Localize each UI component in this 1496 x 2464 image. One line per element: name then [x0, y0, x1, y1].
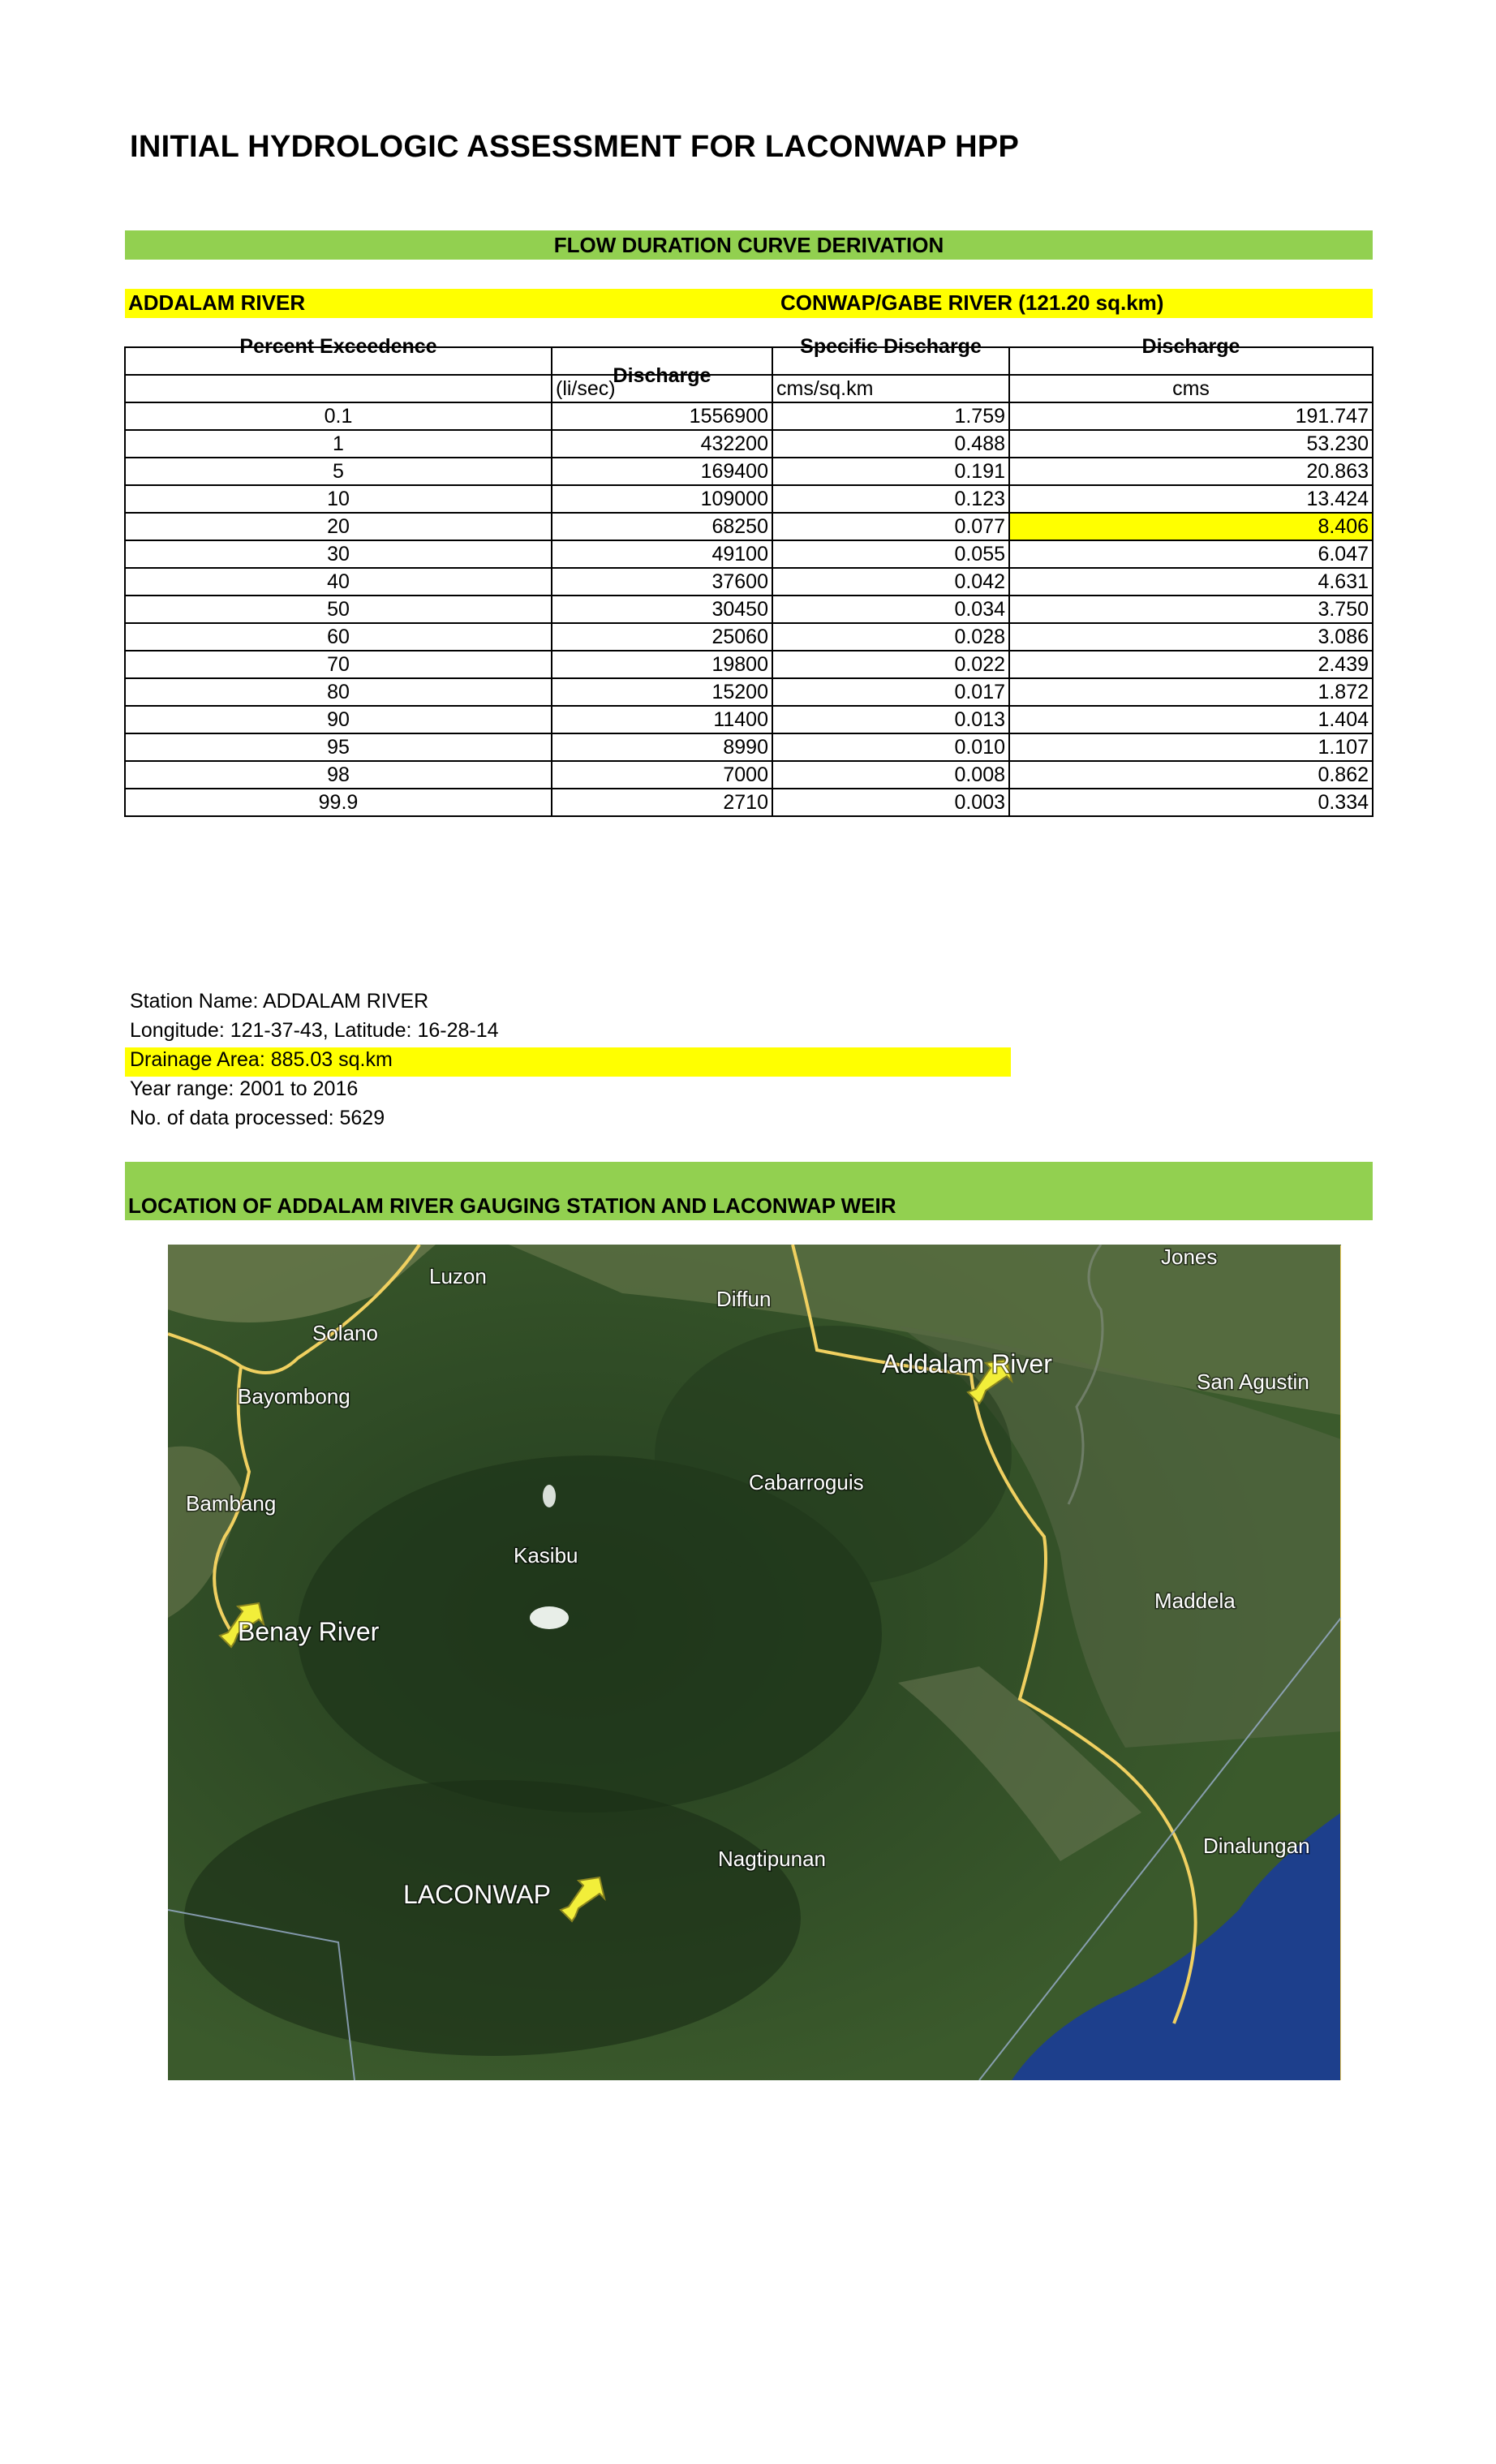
cell-specific-discharge: 0.003	[772, 789, 1009, 816]
cell-percent: 80	[125, 678, 552, 706]
section-header-fdc-label: FLOW DURATION CURVE DERIVATION	[553, 232, 944, 257]
cell-percent: 70	[125, 651, 552, 678]
cell-discharge-cms: 53.230	[1009, 430, 1373, 458]
table-row	[125, 733, 1373, 761]
cell-specific-discharge: 0.022	[772, 651, 1009, 678]
cell-percent: 98	[125, 761, 552, 789]
station-coordinates: Longitude: 121-37-43, Latitude: 16-28-14	[130, 1019, 499, 1042]
map-label-dinalungan: Dinalungan	[1203, 1834, 1310, 1858]
cell-discharge-cms: 1.872	[1009, 678, 1373, 706]
cell-discharge-lisec: 7000	[552, 761, 772, 789]
cell-percent: 40	[125, 568, 552, 596]
table-row	[125, 568, 1373, 596]
cell-percent: 1	[125, 430, 552, 458]
map-label-diffun: Diffun	[716, 1287, 772, 1311]
map-label-laconwap: LACONWAP	[403, 1880, 551, 1909]
cell-specific-discharge: 0.010	[772, 733, 1009, 761]
cell-discharge-lisec: 68250	[552, 513, 772, 540]
table-row	[125, 706, 1373, 733]
drainage-area: Drainage Area: 885.03 sq.km	[130, 1048, 393, 1071]
cell-discharge-cms: 20.863	[1009, 458, 1373, 485]
cell-specific-discharge: 1.759	[772, 402, 1009, 430]
cell-discharge-lisec: 30450	[552, 596, 772, 623]
target-river-label: CONWAP/GABE RIVER (121.20 sq.km)	[780, 290, 1164, 315]
cell-discharge-cms: 8.406	[1009, 513, 1373, 540]
table-units-row	[125, 375, 1373, 402]
cell-specific-discharge: 0.077	[772, 513, 1009, 540]
header-percent-exceedence: Percent Exceedence	[125, 347, 552, 375]
year-range: Year range: 2001 to 2016	[130, 1077, 359, 1100]
table-row	[125, 678, 1373, 706]
table-row	[125, 485, 1373, 513]
river-header-bar	[125, 289, 1373, 318]
map-label-bambang: Bambang	[186, 1491, 277, 1516]
cell-percent: 10	[125, 485, 552, 513]
header-discharge-cms: Discharge	[1009, 347, 1373, 375]
cell-percent: 20	[125, 513, 552, 540]
map-label-maddela: Maddela	[1154, 1589, 1236, 1613]
cell-specific-discharge: 0.034	[772, 596, 1009, 623]
cell-specific-discharge: 0.008	[772, 761, 1009, 789]
cell-percent: 99.9	[125, 789, 552, 816]
unit-blank	[125, 375, 552, 402]
cell-discharge-cms: 6.047	[1009, 540, 1373, 568]
cell-discharge-lisec: 169400	[552, 458, 772, 485]
cell-discharge-lisec: 11400	[552, 706, 772, 733]
unit-specific: cms/sq.km	[772, 375, 1009, 402]
cell-discharge-cms: 2.439	[1009, 651, 1373, 678]
cell-discharge-cms: 0.862	[1009, 761, 1373, 789]
map-label-solano: Solano	[312, 1321, 378, 1345]
satellite-map	[168, 1245, 1341, 2080]
table-row	[125, 651, 1373, 678]
flow-duration-table	[124, 335, 1373, 817]
cell-discharge-lisec: 19800	[552, 651, 772, 678]
cell-specific-discharge: 0.123	[772, 485, 1009, 513]
table-header-row	[125, 347, 1373, 375]
cell-discharge-cms: 191.747	[1009, 402, 1373, 430]
cell-percent: 30	[125, 540, 552, 568]
cell-specific-discharge: 0.028	[772, 623, 1009, 651]
header-discharge-lisec: Discharge	[552, 347, 772, 375]
table-row	[125, 402, 1373, 430]
cell-specific-discharge: 0.488	[772, 430, 1009, 458]
cell-discharge-lisec: 432200	[552, 430, 772, 458]
table-row	[125, 513, 1373, 540]
map-label-jones: Jones	[1161, 1245, 1218, 1269]
map-label-bayombong: Bayombong	[238, 1384, 350, 1408]
section-header-fdc	[125, 230, 1373, 260]
cell-specific-discharge: 0.017	[772, 678, 1009, 706]
table-body	[125, 402, 1373, 816]
cell-discharge-lisec: 15200	[552, 678, 772, 706]
map-label-benay-river: Benay River	[238, 1617, 380, 1646]
cell-discharge-lisec: 2710	[552, 789, 772, 816]
cell-specific-discharge: 0.013	[772, 706, 1009, 733]
cell-percent: 50	[125, 596, 552, 623]
cell-discharge-lisec: 37600	[552, 568, 772, 596]
cell-discharge-cms: 0.334	[1009, 789, 1373, 816]
map-label-addalam-river: Addalam River	[882, 1349, 1052, 1378]
cell-discharge-lisec: 109000	[552, 485, 772, 513]
cell-discharge-cms: 3.086	[1009, 623, 1373, 651]
table-row	[125, 430, 1373, 458]
unit-cms: cms	[1009, 375, 1373, 402]
cell-discharge-lisec: 8990	[552, 733, 772, 761]
table-row	[125, 789, 1373, 816]
map-label-san-agustin: San Agustin	[1197, 1370, 1309, 1394]
cell-discharge-lisec: 1556900	[552, 402, 772, 430]
cell-discharge-cms: 1.404	[1009, 706, 1373, 733]
section-header-location-label: LOCATION OF ADDALAM RIVER GAUGING STATION AND LACONWAP WEIR	[128, 1193, 896, 1218]
station-name: Station Name: ADDALAM RIVER	[130, 990, 429, 1013]
unit-discharge: (li/sec)	[552, 375, 772, 402]
data-count: No. of data processed: 5629	[130, 1107, 385, 1129]
table-row	[125, 623, 1373, 651]
map-label-kasibu: Kasibu	[514, 1543, 578, 1567]
cell-specific-discharge: 0.191	[772, 458, 1009, 485]
cell-discharge-cms: 3.750	[1009, 596, 1373, 623]
cell-discharge-cms: 1.107	[1009, 733, 1373, 761]
map-label-luzon: Luzon	[429, 1264, 487, 1288]
table-row	[125, 761, 1373, 789]
section-header-location	[125, 1162, 1373, 1220]
table-row	[125, 458, 1373, 485]
cell-discharge-cms: 13.424	[1009, 485, 1373, 513]
table-row	[125, 596, 1373, 623]
cell-percent: 95	[125, 733, 552, 761]
cell-percent: 5	[125, 458, 552, 485]
cell-percent: 60	[125, 623, 552, 651]
map-canvas	[168, 1245, 1341, 2080]
cell-specific-discharge: 0.042	[772, 568, 1009, 596]
cell-discharge-cms: 4.631	[1009, 568, 1373, 596]
cell-percent: 0.1	[125, 402, 552, 430]
header-specific-discharge: Specific Discharge	[772, 347, 1009, 375]
cell-discharge-lisec: 49100	[552, 540, 772, 568]
cell-percent: 90	[125, 706, 552, 733]
station-river-label: ADDALAM RIVER	[128, 290, 306, 315]
table-row	[125, 540, 1373, 568]
map-label-cabarroguis: Cabarroguis	[749, 1470, 864, 1494]
cell-discharge-lisec: 25060	[552, 623, 772, 651]
page-title: INITIAL HYDROLOGIC ASSESSMENT FOR LACONWAP HPP	[130, 130, 1020, 164]
map-label-nagtipunan: Nagtipunan	[718, 1847, 826, 1871]
cell-specific-discharge: 0.055	[772, 540, 1009, 568]
